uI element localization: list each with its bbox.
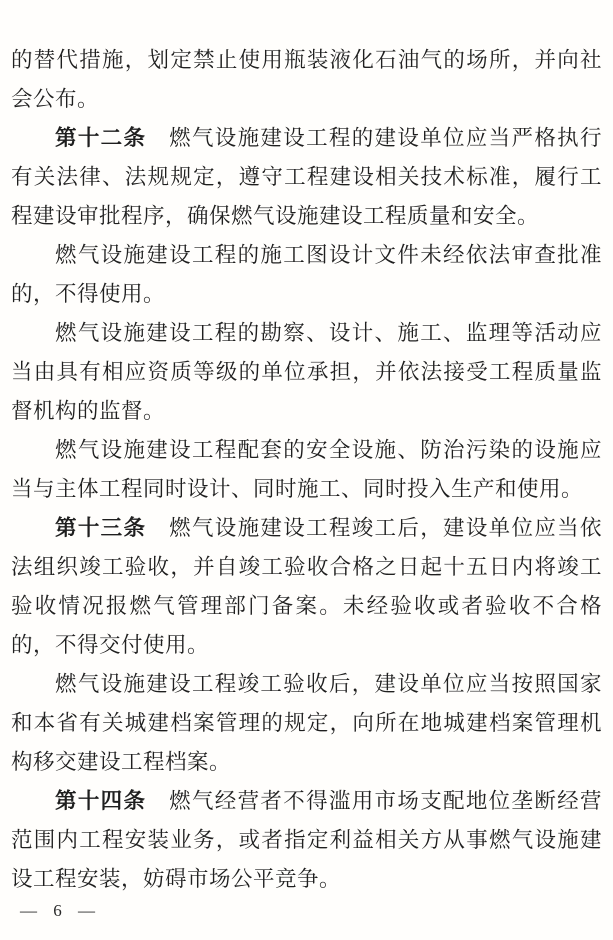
paragraph-text: 燃气设施建设工程配套的安全设施、防治污染的设施应当与主体工程同时设计、同时施工、同时投入生产和使用。 — [11, 438, 602, 501]
paragraph — [11, 236, 602, 314]
article-number: 第十三条 — [55, 516, 147, 540]
paragraph — [11, 665, 602, 782]
paragraph — [11, 314, 602, 431]
paragraph-text: 燃气设施建设工程的勘察、设计、施工、监理等活动应当由具有相应资质等级的单位承担，并依法接受工程质量监督机构的监督。 — [11, 321, 602, 423]
paragraph — [11, 41, 602, 119]
paragraph-text: 燃气设施建设工程竣工后，建设单位应当依法组织竣工验收，并自竣工验收合格之日起十五日内将竣工验收情况报燃气管理部门备案。未经验收或者验收不合格的，不得交付使用。 — [11, 516, 602, 657]
page-footer — [20, 901, 97, 921]
paragraph — [11, 509, 602, 665]
paragraph-text: 燃气设施建设工程竣工验收后，建设单位应当按照国家和本省有关城建档案管理的规定，向所在地城建档案管理机构移交建设工程档案。 — [11, 672, 602, 774]
paragraph-text: 燃气设施建设工程的施工图设计文件未经依法审查批准的，不得使用。 — [11, 243, 602, 306]
page-number: — 6 — — [20, 901, 97, 920]
article-number: 第十二条 — [55, 126, 147, 150]
paragraph-text: 的替代措施，划定禁止使用瓶装液化石油气的场所，并向社会公布。 — [11, 48, 602, 111]
article-number: 第十四条 — [55, 789, 147, 813]
document-body — [11, 41, 602, 899]
paragraph-text: 燃气设施建设工程的建设单位应当严格执行有关法律、法规规定，遵守工程建设相关技术标准，履行工程建设审批程序，确保燃气设施建设工程质量和安全。 — [11, 126, 602, 228]
paragraph — [11, 782, 602, 899]
paragraph — [11, 431, 602, 509]
paragraph-text: 燃气经营者不得滥用市场支配地位垄断经营范围内工程安装业务，或者指定利益相关方从事燃气设施建设工程安装，妨碍市场公平竞争。 — [11, 789, 602, 891]
paragraph — [11, 119, 602, 236]
